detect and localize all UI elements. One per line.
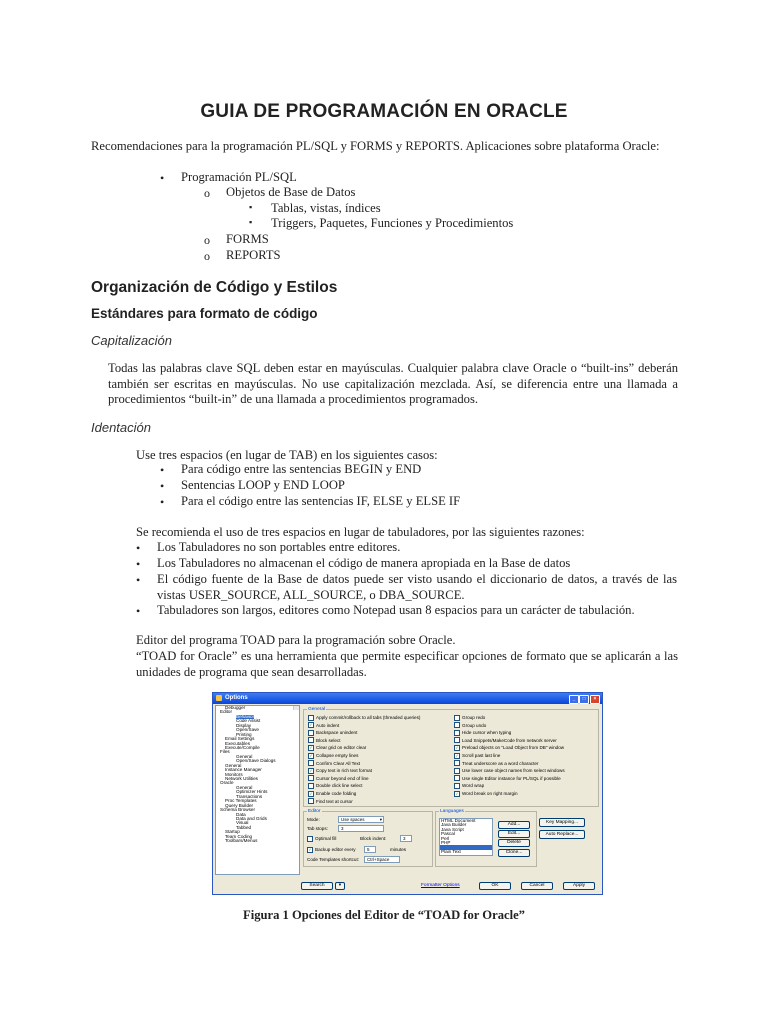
tree-item[interactable]: General	[236, 784, 253, 790]
reason-item: El código fuente de la Base de datos puede ser visto usando el diccionario de datos, a través de las vistas USER_SOURCE, ALL_SOURCE, o DBA_SOURCE.	[157, 572, 677, 602]
tree-item[interactable]: Startup	[225, 829, 240, 835]
tree-item[interactable]: Schema Browser	[220, 807, 255, 813]
bullet-dot: •	[160, 171, 165, 185]
bullet-dot: •	[136, 541, 141, 555]
tab-stops-label: Tab stops:	[307, 826, 328, 831]
cap-paragraph: Todas las palabras clave SQL deben estar en mayúsculas. Cualquier palabra clave Oracle o “built-ins” deberán también ser escritas en mayúsculas. No use capitalización mezclada. Así, se diferencia entre una llamada a procedimientos “built-in” de una llamada a procedimientos programados.	[108, 361, 678, 407]
bullet-o: o	[204, 249, 210, 263]
option-checkbox[interactable]: ✓ Clear grid on editor clear	[309, 744, 367, 751]
language-item[interactable]: Plain Text	[441, 848, 461, 854]
mode-label: Mode:	[307, 817, 320, 822]
tree-item[interactable]: General	[225, 762, 242, 768]
option-checkbox[interactable]: Load Snippets/MakeCode from network server	[454, 738, 557, 743]
editor-group-label: Editor	[308, 809, 321, 814]
option-checkbox[interactable]: Double click line select	[308, 783, 362, 788]
tree-item[interactable]: Network Utilities	[225, 776, 258, 781]
tree-item[interactable]: Open/Save	[236, 727, 259, 733]
ident-lead: Use tres espacios (en lugar de TAB) en los siguientes casos:	[136, 448, 438, 462]
reasons-lead: Se recomienda el uso de tres espacios en lugar de tabuladores, por las siguientes razones:	[136, 525, 585, 539]
bullet-dot: •	[160, 495, 165, 509]
list-item: Tablas, vistas, índices	[271, 201, 381, 215]
tree-item[interactable]: Executables	[225, 740, 251, 746]
page-title: GUIA DE PROGRAMACIÓN EN ORACLE	[200, 101, 568, 122]
tree-item[interactable]: Display	[236, 722, 252, 728]
tree-item[interactable]: Monitors	[225, 771, 243, 777]
option-checkbox[interactable]: Group undo	[454, 723, 486, 728]
dropdown-icon: ▾	[379, 817, 382, 822]
option-checkbox[interactable]: ✓ Scroll past last line	[455, 752, 501, 759]
figure-caption: Figura 1 Opciones del Editor de “TOAD for Oracle”	[243, 908, 525, 922]
toad-line: Editor del programa TOAD para la programación sobre Oracle.	[136, 633, 456, 647]
option-checkbox[interactable]: Find text at cursor	[308, 799, 353, 804]
case-item: Para código entre las sentencias BEGIN y END	[181, 462, 422, 476]
general-group-label: General	[308, 707, 326, 712]
section-heading: Organización de Código y Estilos	[91, 279, 338, 296]
tree-item-selected[interactable]: Behavior	[236, 713, 255, 719]
shortcut-label: Code Templates shortcut:	[307, 857, 360, 862]
shortcut-input[interactable]: Ctrl+Space	[364, 856, 400, 863]
option-checkbox[interactable]: Treat underscore as a word character	[454, 761, 538, 766]
option-checkbox[interactable]: Word wrap	[454, 783, 484, 788]
option-checkbox[interactable]: Use single Editor instance for PL/SQL if possible	[454, 776, 561, 781]
minimize-icon[interactable]: _	[569, 695, 579, 704]
toad-paragraph: “TOAD for Oracle” es una herramienta que permite especificar opciones de formato que se aplicarán a las unidades de programa que sean desarrolladas.	[136, 649, 678, 679]
editor-group	[303, 811, 433, 867]
general-group	[303, 709, 599, 807]
bullet-o: o	[204, 186, 210, 200]
subsection-heading: Estándares para formato de código	[91, 306, 318, 321]
option-checkbox[interactable]: Group redo	[454, 715, 485, 720]
tree-scrollbar[interactable]	[293, 706, 299, 710]
option-checkbox[interactable]: Confirm Clear All Text	[308, 761, 360, 766]
list-item: REPORTS	[226, 248, 281, 262]
option-checkbox[interactable]: ✓ Copy text in rich text format	[309, 767, 372, 774]
tree-item[interactable]: Debugger	[225, 705, 246, 710]
tree-item[interactable]: Code Assist	[236, 718, 261, 724]
tree-item[interactable]: Visual	[236, 820, 249, 826]
tree-item[interactable]: Execute/Compile	[225, 744, 260, 750]
auto-replace-button[interactable]: Auto Replace...	[539, 830, 585, 839]
language-item[interactable]: Java Builder	[441, 822, 467, 828]
tree-item[interactable]: Transactions	[236, 793, 263, 799]
tree-item[interactable]: Open/Save Dialogs	[236, 758, 276, 764]
tree-item[interactable]: Printing	[236, 731, 252, 737]
search-dropdown-icon[interactable]: ▾	[335, 882, 345, 890]
backup-minutes-input[interactable]: 5	[364, 846, 376, 853]
tree-item[interactable]: Email Settings	[225, 736, 255, 742]
option-checkbox[interactable]: Apply commit/rollback to all tabs (threaded queries)	[308, 715, 420, 720]
key-mapping-button[interactable]: Key Mapping...	[539, 818, 585, 827]
languages-group	[435, 811, 537, 867]
dialog-title: Options	[225, 695, 248, 701]
tree-item[interactable]: Tabbed	[236, 824, 252, 830]
option-checkbox[interactable]: ✓ Word break on right margin	[455, 790, 518, 797]
ok-button[interactable]: OK	[479, 882, 511, 890]
tree-item[interactable]: Files	[220, 749, 230, 755]
optimal-fill-checkbox[interactable]: Optimal fill	[307, 836, 336, 841]
tree-item[interactable]: General	[236, 753, 253, 759]
option-checkbox[interactable]: Use lower case object names from select windows	[454, 768, 565, 773]
edit-button[interactable]: Edit...	[498, 830, 530, 838]
tree-item[interactable]: Query Builder	[225, 802, 254, 808]
close-icon[interactable]: ×	[590, 695, 600, 704]
languages-list[interactable]	[439, 818, 493, 856]
bullet-square: ▪	[249, 217, 253, 227]
languages-group-label: Languages	[440, 809, 464, 814]
option-checkbox[interactable]: ✓ Preload objects on "Load Object from DB" window	[455, 744, 565, 751]
option-checkbox[interactable]: Cursor beyond end of line	[308, 776, 369, 781]
list-item: Programación PL/SQL	[181, 170, 297, 184]
clone-button[interactable]: Clone...	[498, 849, 530, 857]
option-checkbox[interactable]: Backspace unindent	[308, 730, 357, 735]
options-tree[interactable]	[215, 705, 300, 875]
bullet-o: o	[204, 233, 210, 247]
bullet-dot: •	[160, 479, 165, 493]
add-button[interactable]: Add...	[498, 821, 530, 829]
block-indent-label: Block indent:	[360, 836, 387, 841]
cap-heading: Capitalización	[91, 333, 172, 348]
language-item[interactable]: HTML Document	[441, 818, 476, 823]
option-checkbox[interactable]: Hide cursor when typing	[454, 730, 511, 735]
language-item[interactable]: PHP	[441, 839, 451, 845]
language-item[interactable]: Java Script	[441, 826, 464, 832]
tree-item[interactable]: Proc Templates	[225, 798, 257, 804]
option-checkbox[interactable]: ✓ Enable code folding	[309, 790, 357, 797]
tree-item[interactable]: Toolbars/Menus	[225, 838, 258, 844]
backup-checkbox[interactable]: ✓ Backup editor every	[308, 846, 356, 853]
option-checkbox[interactable]: ✓ Collapse empty lines	[309, 752, 359, 759]
language-item[interactable]: Pascal	[441, 831, 455, 837]
tab-stops-input[interactable]: 3	[338, 825, 384, 832]
delete-button[interactable]: Delete	[498, 839, 530, 847]
mode-select[interactable]	[338, 816, 384, 823]
mode-value: Use spaces	[341, 817, 365, 822]
apply-button[interactable]: Apply	[563, 882, 595, 890]
minutes-label: minutes	[390, 847, 407, 852]
tree-item[interactable]: Editor	[220, 709, 233, 715]
case-item: Para el código entre las sentencias IF, ELSE y ELSE IF	[181, 494, 461, 508]
bullet-square: ▪	[249, 202, 253, 212]
case-item: Sentencias LOOP y END LOOP	[181, 478, 345, 492]
tree-item[interactable]: Team Coding	[225, 833, 253, 839]
ident-heading: Identación	[91, 420, 151, 435]
option-checkbox[interactable]: ✓ Auto indent	[309, 722, 340, 728]
intro-paragraph: Recomendaciones para la programación PL/SQL y FORMS y REPORTS. Aplicaciones sobre plataforma Oracle:	[91, 139, 660, 153]
block-indent-input[interactable]: 3	[400, 835, 412, 842]
app-icon	[216, 695, 222, 701]
list-item: Objetos de Base de Datos	[226, 185, 356, 199]
language-item[interactable]: Perl	[441, 835, 450, 841]
list-item: FORMS	[226, 232, 269, 246]
bullet-dot: •	[160, 463, 165, 477]
bullet-dot: •	[136, 604, 141, 618]
tree-item[interactable]: Optimizer Hints	[236, 789, 268, 795]
maximize-icon[interactable]: □	[579, 695, 589, 704]
bullet-dot: •	[136, 557, 141, 571]
tree-item[interactable]: Instance Manager	[225, 767, 262, 773]
tree-item[interactable]: Data and Grids	[236, 815, 267, 821]
option-checkbox[interactable]: Block select	[308, 738, 341, 743]
tree-item[interactable]: Data	[236, 811, 246, 817]
dialog-titlebar	[213, 693, 602, 704]
language-item-selected[interactable]: PL/SQL	[440, 845, 492, 849]
formatter-options-link[interactable]: Formatter Options	[421, 883, 460, 888]
options-dialog	[212, 692, 603, 895]
reason-item: Los Tabuladores no son portables entre editores.	[157, 540, 401, 554]
reason-item: Tabuladores son largos, editores como Notepad usan 8 espacios para un carácter de tabulación.	[157, 603, 635, 617]
search-button[interactable]: Search	[301, 882, 333, 890]
list-item: Triggers, Paquetes, Funciones y Procedimientos	[271, 216, 514, 230]
bullet-dot: •	[136, 573, 141, 587]
cancel-button[interactable]: Cancel	[521, 882, 553, 890]
tree-item[interactable]: Oracle	[220, 780, 234, 786]
reason-item: Los Tabuladores no almacenan el código de manera apropiada en la Base de datos	[157, 556, 571, 570]
